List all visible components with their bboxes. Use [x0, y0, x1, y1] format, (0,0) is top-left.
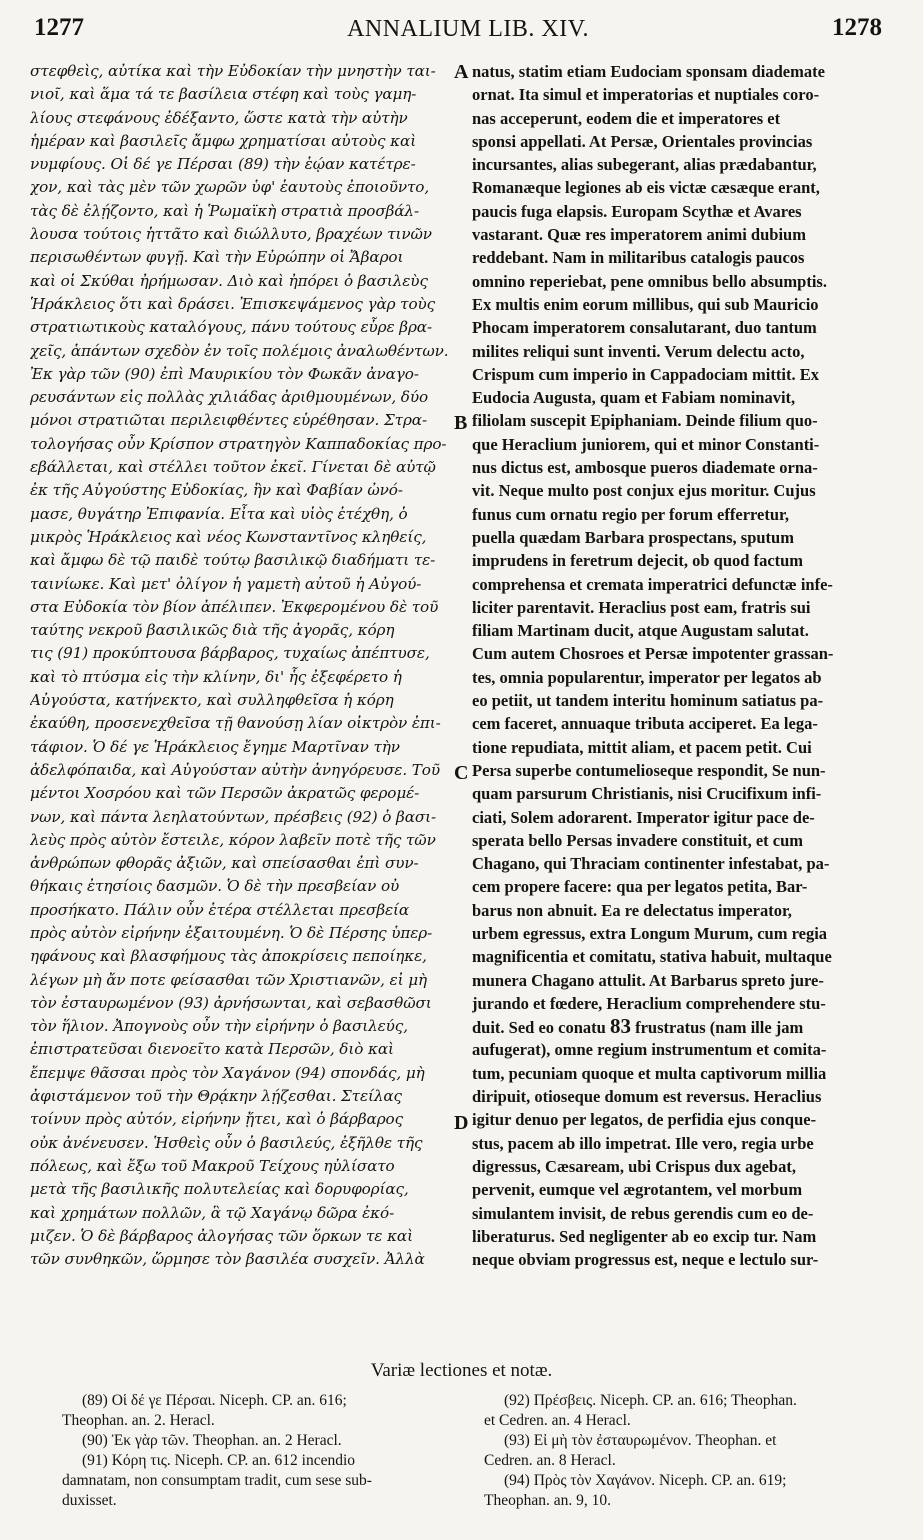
greek-text-line: μικρὸς Ἡράκλειος καὶ νέος Κωνσταντῖνος κληθείς, [30, 527, 427, 546]
greek-text-line: λουσα τούτοις ἡττᾶτο καὶ διώλλυτο, βραχέων τινῶν [30, 225, 432, 244]
latin-text-line: puella quædam Barbara prospectans, sputum [472, 527, 794, 547]
greek-text-line: καὶ χρημάτων πολλῶν, ἃ τῷ Χαγάνῳ δῶρα ἐκό- [30, 1203, 395, 1222]
greek-text-line: μασε, θυγάτηρ Ἐπιφανία. Εἶτα καὶ υἱὸς ἐτέχθη, ὁ [30, 504, 408, 523]
latin-text-line: digressus, Cæsaream, ubi Crispus dux agebat, [472, 1156, 796, 1176]
footnote-line: damnatam, non consumptam tradit, cum sese sub- [62, 1472, 372, 1489]
text-segment: frustratus (nam ille jam [630, 1018, 804, 1038]
footnote-line: (90) Ἐκ γὰρ τῶν. Theophan. an. 2 Heracl. [82, 1432, 342, 1449]
latin-text-line: liciter parentavit. Heraclius post eam, fratris sui [472, 597, 811, 617]
latin-column [472, 60, 892, 1271]
latin-text-line: filiolam suscepit Epiphaniam. Deinde filium quo- [472, 411, 818, 431]
greek-text-line: μόνοι στρατιῶται περιλειφθέντες εὑρέθησαν. Στρα- [30, 411, 427, 430]
greek-text-line: ἀδελφόπαιδα, καὶ Αὐγούσταν αὐτὴν ἀνηγόρευσε. Τοῦ [30, 760, 440, 779]
footnote-line: Theophan. an. 9, 10. [484, 1492, 611, 1509]
latin-text-line: paucis fuga elapsis. Europam Scythæ et Avares [472, 201, 802, 221]
folio-number: 83 [609, 1015, 631, 1039]
latin-text-line: nas acceperunt, eodem die et imperatores et [472, 108, 781, 128]
running-title: ANNALIUM LIB. XIV. [347, 16, 589, 42]
greek-text-line: Ἡράκλειος ὅτι καὶ δράσει. Ἐπισκεψάμενος γὰρ τοὺς [30, 294, 436, 313]
latin-text-line: reddebant. Nam in militaribus catalogis paucos [472, 248, 805, 268]
latin-text-line: incursantes, alias subegerant, alias prædabantur, [472, 155, 817, 175]
greek-text-line: τις (91) προκύπτουσα βάρβαρος, τυχαίως ἀπέπτυσε, [30, 644, 430, 663]
greek-text-line: ἡμέραν καὶ βασιλεῖς ἄμφω χρηματίσαι αὐτοὺς καὶ [30, 131, 417, 150]
greek-text-line: τῶν συνθηκῶν, ὥρμησε τὸν βασιλέα συσχεῖν. Ἀλλὰ [30, 1250, 425, 1269]
section-marker-d: D [454, 1112, 469, 1134]
greek-text-line: νιοῖ, καὶ ἅμα τά τε βασίλεια στέφη καὶ τοὺς γαμη- [30, 85, 417, 104]
latin-text-line: tes, omnia popularentur, imperator per legatos ab [472, 667, 822, 687]
greek-text-line: χον, καὶ τὰς μὲν τῶν χωρῶν ὑφ' ἑαυτοὺς ἐποιοῦντο, [30, 178, 430, 197]
greek-text-line: Ἐκ γὰρ τῶν (90) ἐπὶ Μαυρικίου τὸν Φωκᾶν ἀναγο- [30, 364, 419, 383]
latin-text-line: sperata bello Persas invadere constituit, et cum [472, 830, 804, 850]
greek-text-line: ἐπιστρατεῦσαι διενοεῖτο κατὰ Περσῶν, διὸ καὶ [30, 1040, 394, 1059]
latin-text-line: Chagano, qui Thraciam continenter infestabat, pa- [472, 854, 830, 874]
footnote-line: duxisset. [62, 1492, 117, 1509]
latin-text-line: ornat. Ita simul et imperatorias et nuptiales coro- [472, 85, 820, 105]
greek-text-line: προσήκατο. Πάλιν οὖν ἑτέρα στέλλεται πρεσβεία [30, 900, 410, 919]
greek-text-line: στρατιωτικοὺς καταλόγους, πάνυ τούτους εὗρε βρα- [30, 318, 432, 337]
footnote-line: Cedren. an. 8 Heracl. [484, 1452, 616, 1469]
latin-text-line: natus, statim etiam Eudociam sponsam diademate [472, 62, 825, 81]
greek-text-line: εβάλλεται, καὶ στέλλει τοῦτον ἐκεῖ. Γίνεται δὲ αὐτῷ [30, 458, 436, 477]
latin-text-line: vit. Neque multo post conjux ejus moritur. Cujus [472, 481, 816, 501]
greek-text-line: τοίνυν πρὸς αὐτόν, εἰρήνην ᾔτει, καὶ ὁ βάρβαρος [30, 1110, 403, 1129]
footnote-line: (91) Κόρη τις. Niceph. CP. an. 612 incendio [82, 1452, 356, 1469]
latin-text-line: barus non abnuit. Ea re delectatus imperator, [472, 900, 792, 920]
latin-text-line: cem faceret, annuaque tributa acciperet. Ea lega- [472, 714, 818, 734]
latin-text-line: stus, pacem ab illo impetrat. Ille vero, regia urbe [472, 1133, 814, 1153]
latin-text-line: diripuit, otioseque domum est reversus. Heraclius [472, 1087, 822, 1107]
greek-text-line: στεφθεὶς, αὐτίκα καὶ τὴν Εὐδοκίαν τὴν μνηστὴν ται- [30, 62, 436, 80]
footnote-line: (92) Πρέσβεις. Niceph. CP. an. 616; Theophan. [504, 1392, 797, 1409]
latin-text-line: Persa superbe contumelioseque respondit, Se nun- [472, 760, 826, 780]
greek-column [30, 60, 460, 1271]
greek-text-line: τὸν ἥλιον. Ἀπογνοὺς οὖν τὴν εἰρήνην ὁ βασιλεύς, [30, 1017, 408, 1036]
latin-text-line: que Heraclium juniorem, qui et minor Constanti- [472, 434, 820, 454]
greek-text-line: μέντοι Χοσρόου καὶ τῶν Περσῶν ἀκρατῶς φερομέ- [30, 784, 420, 803]
notes-left-column [62, 1391, 464, 1511]
latin-text-line: igitur denuo per legatos, de perfidia ejus conque- [472, 1110, 817, 1130]
latin-text-line: nus dictus est, ambosque pueros diademate orna- [472, 458, 818, 478]
latin-text-line: simulantem invisit, de rebus gerendis cum eo de- [472, 1203, 814, 1223]
latin-text-line: filiam Martinam ducit, atque Augustam salutat. [472, 621, 809, 641]
latin-text-line: eo petiit, ut tandem interitu hominum satiatus pa- [472, 691, 824, 711]
section-marker-b: B [454, 412, 468, 434]
greek-text-line: λίους στεφάνους ἐδέξαντο, ὥστε κατὰ τὴν αὐτὴν [30, 108, 408, 127]
greek-text-line: περισωθέντων φυγῇ. Καὶ τὴν Εὐρώπην οἱ Ἄβαροι [30, 248, 404, 267]
greek-text-line: ἐκ τῆς Αὐγούστης Εὐδοκίας, ἣν καὶ Φαβίαν ὠνό- [30, 481, 403, 500]
latin-text-line: tum, pecuniam quoque et multa captivorum millia [472, 1063, 827, 1083]
latin-text-line: pervenit, eumque vel ægrotantem, vel morbum [472, 1180, 803, 1200]
latin-text-line: magnificentia et comitatu, stativa habuit, multaque [472, 947, 832, 967]
greek-text-line: τὸν ἐσταυρωμένον (93) ἀρνήσωνται, καὶ σεβασθῶσι [30, 993, 432, 1012]
greek-text-line: καὶ τὸ πτύσμα εἰς τὴν κλίνην, δι' ἧς ἐξεφέρετο ἡ [30, 667, 402, 686]
footnote-line: Theophan. an. 2. Heracl. [62, 1412, 215, 1429]
latin-text-line: Crispum cum imperio in Cappadociam mittit. Ex [472, 364, 819, 384]
greek-text-line: ἀφιστάμενον τοῦ τὴν Θρᾴκην λῄζεσθαι. Στείλας [30, 1087, 402, 1106]
latin-text-line: tione repudiata, mittit aliam, et pacem petit. Cui [472, 737, 812, 757]
greek-text-line: λέγων μὴ ἄν ποτε φείσασθαι τῶν Χριστιανῶν, εἰ μὴ [30, 970, 427, 989]
greek-text-line: ἔπεμψε θᾶσσαι πρὸς τὸν Χαγάνον (94) σπονδάς, μὴ [30, 1063, 425, 1082]
latin-text-line: liberaturus. Sed negligenter ab eo excip tur. Nam [472, 1226, 817, 1246]
greek-text-line: ρευσάντων εἰς πολλὰς χιλιάδας ἀριθμουμένων, δύο [30, 388, 429, 407]
greek-text-line: στα Εὐδοκία τὸν βίον ἀπέλιπεν. Ἐκφερομένου δὲ τοῦ [30, 597, 439, 616]
greek-text-line: ηφάνους καὶ βλασφήμους τὰς ἀποκρίσεις πεποίηκε, [30, 947, 427, 966]
latin-text-line: milites reliqui sunt inventi. Verum delectu acto, [472, 341, 805, 361]
latin-text-line: sponsi appellati. At Persæ, Orientales provincias [472, 131, 813, 151]
latin-text-line: Ex multis enim eorum millibus, qui sub Mauricio [472, 294, 819, 314]
greek-text-line: ταύτης νεκροῦ βασιλικῶς διὰ τῆς ἀγορᾶς, κόρη [30, 621, 395, 640]
latin-text-line: Phocam imperatorem consalutarant, duo tantum [472, 318, 817, 338]
footnote-line: (89) Οἱ δέ γε Πέρσαι. Niceph. CP. an. 616; [82, 1392, 347, 1409]
latin-text-line: ciati, Solem adorarent. Imperator igitur pace de- [472, 807, 815, 827]
greek-text-line: πόλεως, καὶ ἔξω τοῦ Μακροῦ Τείχους ηὐλίσατο [30, 1156, 395, 1175]
latin-text-line: aufugerat), omne regium instrumentum et comita- [472, 1040, 827, 1060]
greek-text-line: ταινίωκε. Καὶ μετ' ὀλίγον ἡ γαμετὴ αὐτοῦ ἡ Αὐγού- [30, 574, 422, 593]
latin-text-line: Eudocia Augusta, quam et Fabiam nominavit, [472, 388, 796, 408]
notes-title: Variæ lectiones et notæ. [370, 1360, 553, 1381]
greek-text-line: νυμφίους. Οἱ δέ γε Πέρσαι (89) τὴν ἑῴαν κατέτρε- [30, 155, 416, 174]
right-page-number: 1278 [832, 14, 882, 41]
notes-right-column [484, 1391, 894, 1511]
footnote-line: (94) Πρὸς τὸν Χαγάνον. Niceph. CP. an. 619; [504, 1472, 787, 1489]
greek-text-line: τολογήσας οὖν Κρίσπον στρατηγὸν Καππαδοκίας προ- [30, 434, 447, 453]
greek-text-line: πρὸς αὐτὸν εἰρήνην ἐξαιτουμένη. Ὁ δὲ Πέρσης ὑπερ- [30, 923, 433, 942]
latin-text-line: neque obviam progressus est, neque e lectulo sur- [472, 1250, 819, 1270]
greek-text-line: νων, καὶ πάντα λεηλατούντων, πρέσβεις (92) ὁ βασι- [30, 807, 437, 826]
latin-text-line: cem propere facere: qua per legatos petita, Bar- [472, 877, 808, 897]
running-header [28, 10, 888, 46]
greek-text-line: οὐκ ἀνένευσεν. Ἡσθεὶς οὖν ὁ βασιλεύς, ἐξῆλθε τῆς [30, 1133, 423, 1152]
greek-text-line: μιζεν. Ὁ δὲ βάρβαρος ἀλογήσας τῶν ὅρκων τε καὶ [30, 1226, 413, 1245]
section-marker-a: A [454, 61, 469, 83]
latin-text-line: omnino reperiebat, pene omnibus bello absumptis. [472, 271, 827, 291]
footnote-line: (93) Εἰ μὴ τὸν ἐσταυρωμένον. Theophan. et [504, 1432, 777, 1449]
latin-text-line: vastarant. Quæ res imperatorem animi dubium [472, 225, 806, 245]
latin-text-line: urbem egressus, extra Longum Murum, cum regia [472, 923, 828, 943]
footnote-line: et Cedren. an. 4 Heracl. [484, 1412, 631, 1429]
latin-text-line: quam parsurum Christianis, nisi Crucifixum infi- [472, 784, 822, 804]
latin-text-line [472, 1015, 892, 1038]
greek-text-line: Αὐγούστα, κατήνεκτο, καὶ συλληφθεῖσα ἡ κόρη [30, 691, 394, 710]
greek-text-line: καὶ ἄμφω δὲ τῷ παιδὲ τούτῳ βασιλικῷ διαδήματι τε- [30, 551, 436, 570]
greek-text-line: μετὰ τῆς βασιλικῆς πολυτελείας καὶ δορυφορίας, [30, 1180, 409, 1199]
greek-text-line: ἀνθρώπων φθορᾶς ἀξιῶν, καὶ σπείσασθαι ἐπὶ συν- [30, 854, 419, 873]
latin-text-line: imprudens in feretrum dejecit, ob quod factum [472, 551, 804, 571]
left-page-number: 1277 [34, 14, 84, 41]
greek-text-line: θήκαις ἐτησίοις δασμῶν. Ὁ δὲ τὴν πρεσβείαν οὐ [30, 877, 400, 896]
latin-text-line: comprehensa et cremata imperatrici defunctæ infe- [472, 574, 833, 594]
latin-text-line: Cum autem Chosroes et Persæ impotenter grassan- [472, 644, 834, 664]
greek-text-line: χεῖς, ἁπάντων σχεδὸν ἐν τοῖς πολέμοις ἀναλωθέντων. [30, 341, 449, 360]
greek-text-line: καὶ οἱ Σκύθαι ἠρήμωσαν. Διὸ καὶ ἠπόρει ὁ βασιλεὺς [30, 271, 428, 290]
latin-text-line: jurando et fœdere, Heraclium comprehendere stu- [472, 993, 826, 1013]
greek-text-line: τάφιον. Ὁ δέ γε Ἡράκλειος ἔγημε Μαρτῖναν τὴν [30, 737, 400, 756]
greek-text-line: λεὺς πρὸς αὐτὸν ἔστειλε, κόρον λαβεῖν ποτὲ τῆς τῶν [30, 830, 436, 849]
text-segment: duit. Sed eo conatu [472, 1018, 610, 1038]
latin-text-line: funus cum ornatu regio per forum efferretur, [472, 504, 789, 524]
section-marker-c: C [454, 762, 469, 784]
greek-text-line: ἐκαύθη, προσενεχθεῖσα τῇ θανούσῃ λίαν οἰκτρὸν ἐπι- [30, 714, 441, 733]
latin-text-line: Romanæque legiones ab eis victæ cæsæque erant, [472, 178, 820, 198]
latin-text-line: munera Chagano attulit. At Barbarus spreto jure- [472, 970, 824, 990]
greek-text-line: τὰς δὲ ἐλῄζοντο, καὶ ἡ Ῥωμαϊκὴ στρατιὰ προσβάλ- [30, 201, 419, 220]
